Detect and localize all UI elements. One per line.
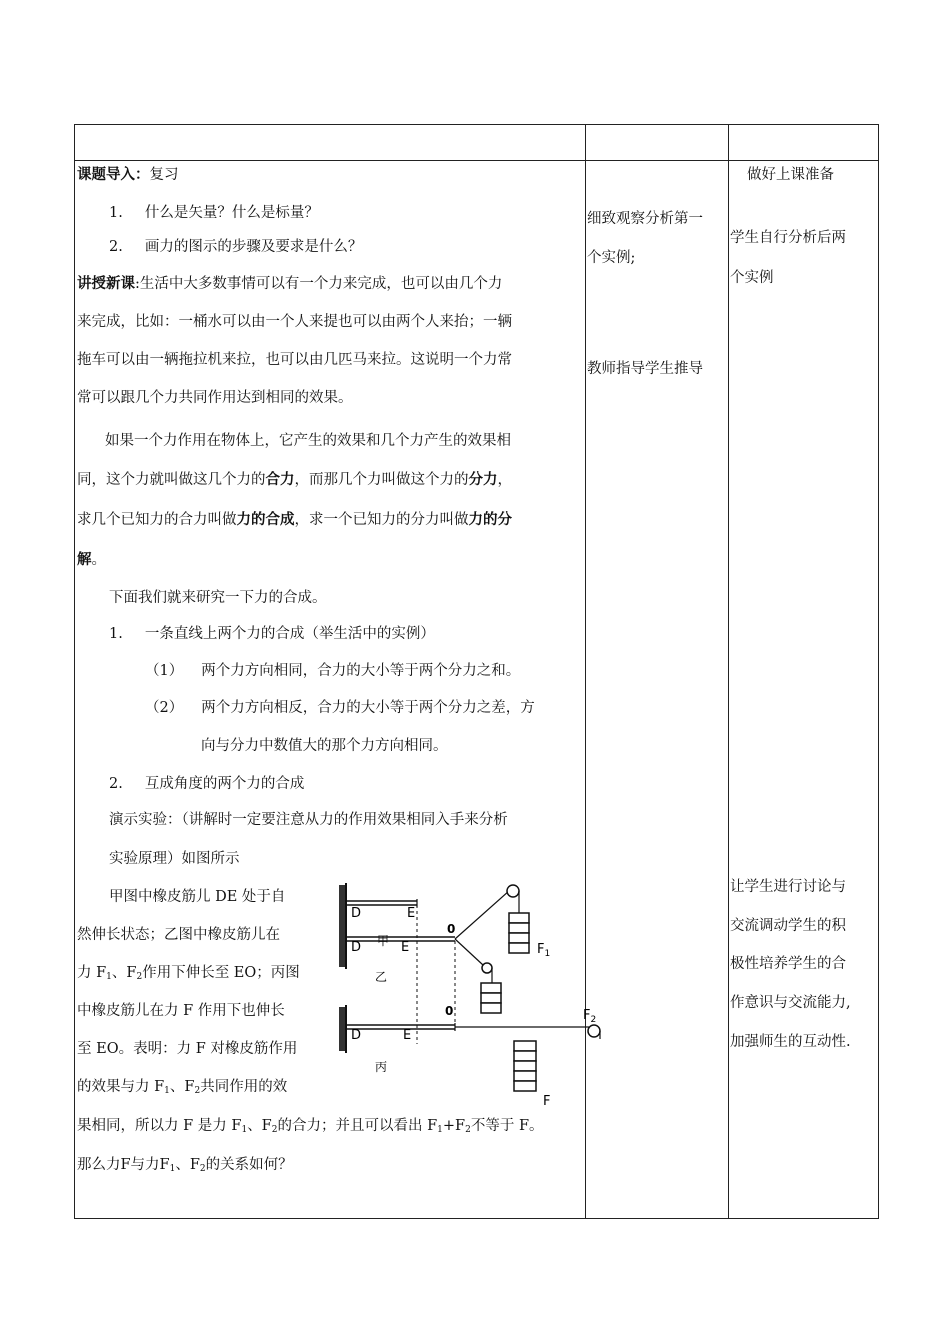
student-note-line-8: 加强师生的互动性.	[730, 1034, 851, 1050]
definition-line-2: 同，这个力就叫做这几个力的合力，而那几个力叫做这个力的分力，	[77, 472, 512, 488]
weight-stack-f2	[481, 983, 501, 1013]
intro-label: 课题导入：	[77, 167, 150, 183]
label-o-yi: 0	[447, 922, 456, 936]
student-note-line-2: 学生自行分析后两	[730, 230, 846, 246]
term-component-force: 分力	[468, 472, 498, 488]
wall-jia	[339, 883, 346, 927]
demo-line-1: 演示实验：（讲解时一定要注意从力的作用效果相同入手来分析	[109, 812, 508, 828]
wall-yi	[339, 921, 346, 969]
term-resultant-force: 合力	[265, 472, 295, 488]
label-d-jia: D	[351, 906, 362, 921]
student-note-line-7: 作意识与交流能力,	[730, 995, 851, 1011]
explain-line-1: 甲图中橡皮筋儿 DE 处于自	[109, 889, 286, 905]
content-cell	[75, 161, 597, 1219]
definition-line-1: 如果一个力作用在物体上，它产生的效果和几个力产生的效果相	[105, 433, 511, 449]
definition-line-3: 求几个已知力的合力叫做力的合成，求一个已知力的分力叫做力的分	[77, 512, 512, 528]
student-activity-cell	[729, 161, 879, 1219]
teacher-activity-cell	[586, 161, 729, 1219]
study-item-1b: （2） 两个力方向相反，合力的大小等于两个分力之差，方	[145, 700, 535, 716]
weight-stack-f	[511, 1039, 581, 1109]
label-d-bing: D	[351, 1028, 362, 1043]
explain-line-5: 至 EO。表明：力 F 对橡皮筋作用	[77, 1041, 298, 1057]
lecture-line-3: 拖车可以由一辆拖拉机来拉，也可以由几匹马来拉。这说明一个力常	[77, 352, 512, 368]
lecture-line-1: 讲授新课:生活中大多数事情可以有一个力来完成，也可以由几个力	[77, 276, 503, 292]
header-cell-content	[75, 125, 586, 161]
explain-line-3: 力 $F_1$、$F_2$作用下伸长至 EO；丙图	[77, 965, 300, 982]
label-jia: 甲	[377, 934, 390, 948]
student-note-line-5: 交流调动学生的积	[730, 918, 846, 934]
lecture-line-4: 常可以跟几个力共同作用达到相同的效果。	[77, 390, 353, 406]
explain-line-8: 那么力F与力$F_1$、$F_2$的关系如何？	[77, 1157, 293, 1174]
header-cell-teacher	[586, 125, 729, 161]
demo-line-2: 实验原理）如图所示	[109, 851, 240, 867]
label-f2: $F_2$	[583, 1008, 597, 1025]
header-cell-student	[729, 125, 879, 161]
study-intro: 下面我们就来研究一下力的合成。	[109, 590, 327, 606]
explain-line-7: 果相同，所以力 F 是力 $F_1$、$F_2$的合力；并且可以看出 $F_1+F_2$不等于 F。	[77, 1118, 544, 1135]
term-decomposition: 力的分	[468, 512, 512, 528]
explain-line-6: 的效果与力 $F_1$、$F_2$共同作用的效	[77, 1079, 288, 1096]
review-question-2: 2. 画力的图示的步骤及要求是什么？	[109, 239, 363, 255]
table-header-row	[75, 125, 879, 161]
table-body-row	[75, 161, 879, 1219]
explain-line-4: 中橡皮筋儿在力 F 作用下也伸长	[77, 1003, 285, 1019]
term-composition: 力的合成	[236, 512, 295, 528]
label-e-bing: E	[403, 1028, 412, 1043]
weight-stack-f1	[509, 913, 529, 953]
label-d-yi: D	[351, 940, 362, 955]
student-note-line-3: 个实例	[730, 270, 774, 286]
student-note-line-1: 做好上课准备	[747, 167, 834, 183]
study-item-1: 1. 一条直线上两个力的合成（举生活中的实例）	[109, 626, 435, 642]
lesson-table	[74, 124, 879, 1219]
explain-line-2: 然伸长状态；乙图中橡皮筋儿在	[77, 927, 280, 943]
study-item-1b-cont: 向与分力中数值大的那个力方向相同。	[201, 738, 448, 754]
student-note-line-6: 极性培养学生的合	[730, 956, 846, 972]
student-note-line-4: 让学生进行讨论与	[730, 879, 846, 895]
label-yi: 乙	[375, 970, 388, 984]
definition-line-4: 解。	[77, 552, 106, 568]
label-e-jia: E	[407, 906, 416, 921]
intro-text: 复习	[149, 167, 179, 183]
study-item-1a: （1） 两个力方向相同，合力的大小等于两个分力之和。	[145, 663, 521, 679]
intro-line	[77, 165, 179, 185]
review-question-1: 1. 什么是矢量？什么是标量？	[109, 205, 319, 221]
teacher-note-line-2: 个实例;	[587, 250, 636, 266]
label-e-yi: E	[401, 940, 410, 955]
wall-bing	[339, 1005, 346, 1053]
study-item-2: 2. 互成角度的两个力的合成	[109, 776, 305, 792]
lecture-label: 讲授新课	[77, 276, 135, 292]
label-o-bing: 0	[445, 1004, 454, 1018]
label-bing: 丙	[375, 1060, 388, 1074]
label-f: F	[543, 1094, 551, 1109]
teacher-note-line-1: 细致观察分析第一	[587, 211, 703, 227]
teacher-note-line-3: 教师指导学生推导	[587, 361, 703, 377]
lecture-line-2: 来完成，比如：一桶水可以由一个人来提也可以由两个人来抬；一辆	[77, 314, 512, 330]
label-f1: $F_1$	[537, 942, 551, 959]
